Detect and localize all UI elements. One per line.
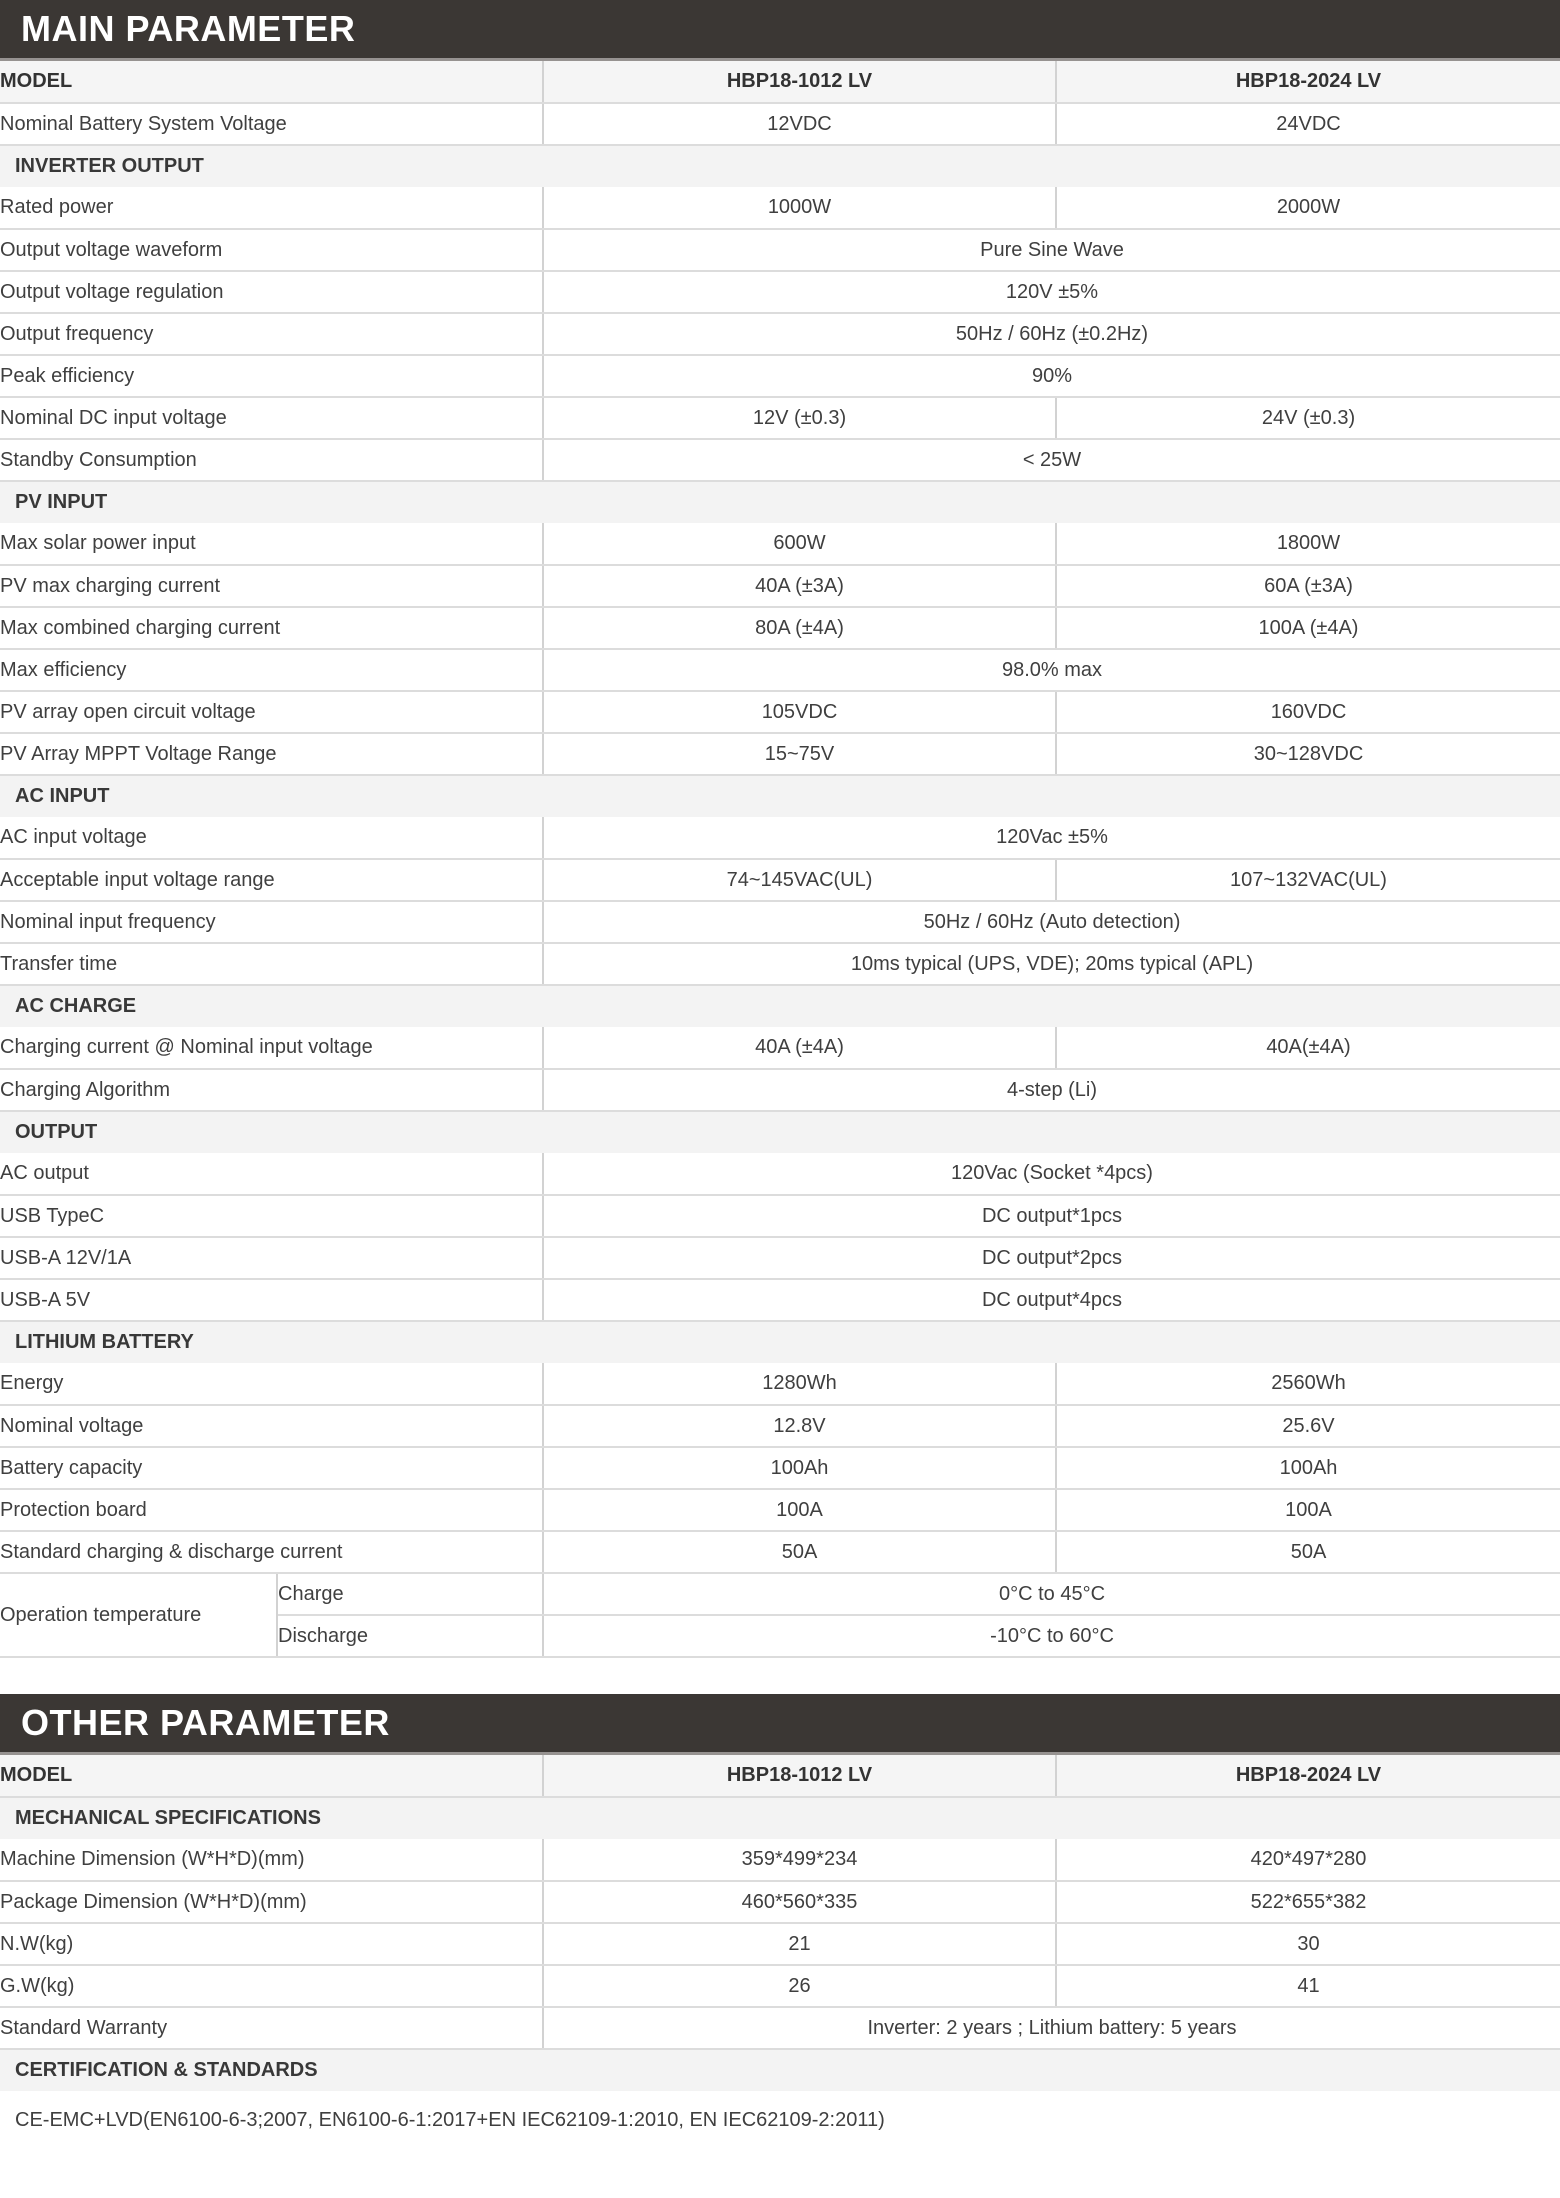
row-value-model-2: 60A (±3A) — [1056, 565, 1560, 607]
spec-row — [0, 439, 1560, 481]
row-sublabel: Discharge — [277, 1615, 543, 1657]
row-label: Charging current @ Nominal input voltage — [0, 1027, 543, 1069]
row-label: Output voltage waveform — [0, 229, 543, 271]
row-value-shared: 4-step (Li) — [543, 1069, 1560, 1111]
row-value-model-1: 12V (±0.3) — [543, 397, 1056, 439]
spec-row — [0, 1363, 1560, 1405]
main-parameter-header-bar — [0, 0, 1560, 61]
spec-row — [0, 1069, 1560, 1111]
spec-row — [0, 1237, 1560, 1279]
row-label: USB-A 12V/1A — [0, 1237, 543, 1279]
row-label: MODEL — [0, 1755, 543, 1797]
row-value-model-2: 100Ah — [1056, 1447, 1560, 1489]
row-value-model-2: 2000W — [1056, 187, 1560, 229]
row-label: Nominal input frequency — [0, 901, 543, 943]
section-header-row — [0, 985, 1560, 1027]
spec-row — [0, 523, 1560, 565]
row-label: G.W(kg) — [0, 1965, 543, 2007]
row-value-shared: 120Vac (Socket *4pcs) — [543, 1153, 1560, 1195]
main-parameter-table — [0, 61, 1560, 1658]
row-value-model-2: 30 — [1056, 1923, 1560, 1965]
row-value-model-2: 420*497*280 — [1056, 1839, 1560, 1881]
row-value-model-1: 21 — [543, 1923, 1056, 1965]
section-title: MECHANICAL SPECIFICATIONS — [0, 1797, 1560, 1839]
row-label: Package Dimension (W*H*D)(mm) — [0, 1881, 543, 1923]
row-value-shared: 90% — [543, 355, 1560, 397]
row-label: Max combined charging current — [0, 607, 543, 649]
spec-row — [0, 1531, 1560, 1573]
spec-row — [0, 1489, 1560, 1531]
section-header-row — [0, 145, 1560, 187]
row-label: Output frequency — [0, 313, 543, 355]
row-value-model-1: 12.8V — [543, 1405, 1056, 1447]
spec-row — [0, 565, 1560, 607]
spec-row — [0, 2007, 1560, 2049]
spec-row — [0, 817, 1560, 859]
section-header-row — [0, 481, 1560, 523]
row-value-shared: Inverter: 2 years ; Lithium battery: 5 years — [543, 2007, 1560, 2049]
row-value-model-1: 100Ah — [543, 1447, 1056, 1489]
row-value-model-1: 50A — [543, 1531, 1056, 1573]
spec-row — [0, 313, 1560, 355]
row-value-shared: DC output*4pcs — [543, 1279, 1560, 1321]
spec-row — [0, 1027, 1560, 1069]
main-parameter-title: MAIN PARAMETER — [21, 8, 356, 49]
row-label: Standby Consumption — [0, 439, 543, 481]
row-value-model-1: HBP18-1012 LV — [543, 61, 1056, 103]
section-title: AC CHARGE — [0, 985, 1560, 1027]
spec-row — [0, 1279, 1560, 1321]
row-value-model-1: 74~145VAC(UL) — [543, 859, 1056, 901]
spec-row — [0, 649, 1560, 691]
section-header-row — [0, 1321, 1560, 1363]
section-title: CERTIFICATION & STANDARDS — [0, 2049, 1560, 2091]
row-label: AC output — [0, 1153, 543, 1195]
row-label: MODEL — [0, 61, 543, 103]
spec-row — [0, 271, 1560, 313]
row-label: Standard charging & discharge current — [0, 1531, 543, 1573]
row-value-shared: 50Hz / 60Hz (±0.2Hz) — [543, 313, 1560, 355]
row-value-model-1: 100A — [543, 1489, 1056, 1531]
row-value-model-2: 24V (±0.3) — [1056, 397, 1560, 439]
section-spacer — [0, 1658, 1560, 1694]
certification-text-row — [0, 2091, 1560, 2149]
row-value-model-2: 24VDC — [1056, 103, 1560, 145]
spec-row — [0, 1405, 1560, 1447]
spec-row — [0, 1965, 1560, 2007]
other-parameter-header-bar — [0, 1694, 1560, 1755]
model-header-row — [0, 1755, 1560, 1797]
row-value-model-1: 600W — [543, 523, 1056, 565]
spec-row — [0, 1923, 1560, 1965]
other-parameter-table — [0, 1755, 1560, 2149]
spec-row — [0, 355, 1560, 397]
row-value-shared: Pure Sine Wave — [543, 229, 1560, 271]
row-value-model-1: 359*499*234 — [543, 1839, 1056, 1881]
row-value-model-1: 15~75V — [543, 733, 1056, 775]
spec-row — [0, 229, 1560, 271]
spec-row — [0, 1195, 1560, 1237]
row-value-shared: -10°C to 60°C — [543, 1615, 1560, 1657]
row-label: Max solar power input — [0, 523, 543, 565]
row-label: Output voltage regulation — [0, 271, 543, 313]
row-value-model-1: 105VDC — [543, 691, 1056, 733]
row-value-model-2: 100A (±4A) — [1056, 607, 1560, 649]
row-value-model-1: 1000W — [543, 187, 1056, 229]
row-value-shared: 120Vac ±5% — [543, 817, 1560, 859]
section-title: INVERTER OUTPUT — [0, 145, 1560, 187]
row-value-model-1: 1280Wh — [543, 1363, 1056, 1405]
row-value-model-2: HBP18-2024 LV — [1056, 61, 1560, 103]
spec-row — [0, 691, 1560, 733]
spec-subrow — [0, 1573, 1560, 1615]
spec-row — [0, 607, 1560, 649]
row-label: AC input voltage — [0, 817, 543, 859]
section-title: OUTPUT — [0, 1111, 1560, 1153]
row-label: Acceptable input voltage range — [0, 859, 543, 901]
row-value-model-2: 25.6V — [1056, 1405, 1560, 1447]
spec-row — [0, 397, 1560, 439]
spec-row — [0, 103, 1560, 145]
row-value-model-2: 40A(±4A) — [1056, 1027, 1560, 1069]
section-header-row — [0, 775, 1560, 817]
row-label: USB TypeC — [0, 1195, 543, 1237]
row-label: Battery capacity — [0, 1447, 543, 1489]
row-value-model-1: 80A (±4A) — [543, 607, 1056, 649]
row-label: N.W(kg) — [0, 1923, 543, 1965]
row-value-shared: 10ms typical (UPS, VDE); 20ms typical (APL) — [543, 943, 1560, 985]
row-value-model-1: HBP18-1012 LV — [543, 1755, 1056, 1797]
row-label: Machine Dimension (W*H*D)(mm) — [0, 1839, 543, 1881]
row-value-model-2: 30~128VDC — [1056, 733, 1560, 775]
spec-row — [0, 733, 1560, 775]
row-value-model-1: 40A (±4A) — [543, 1027, 1056, 1069]
spec-row — [0, 1839, 1560, 1881]
row-label: Nominal DC input voltage — [0, 397, 543, 439]
row-label: Rated power — [0, 187, 543, 229]
row-label: Max efficiency — [0, 649, 543, 691]
row-value-model-2: HBP18-2024 LV — [1056, 1755, 1560, 1797]
row-label: Peak efficiency — [0, 355, 543, 397]
spec-row — [0, 859, 1560, 901]
spec-row — [0, 1447, 1560, 1489]
row-value-model-2: 1800W — [1056, 523, 1560, 565]
row-sublabel: Charge — [277, 1573, 543, 1615]
row-label: Nominal Battery System Voltage — [0, 103, 543, 145]
certification-text: CE-EMC+LVD(EN6100-6-3;2007, EN6100-6-1:2017+EN IEC62109-1:2010, EN IEC62109-2:2011) — [0, 2091, 1560, 2149]
row-value-shared: DC output*2pcs — [543, 1237, 1560, 1279]
row-value-model-2: 522*655*382 — [1056, 1881, 1560, 1923]
row-value-shared: 120V ±5% — [543, 271, 1560, 313]
row-label: PV array open circuit voltage — [0, 691, 543, 733]
section-header-row — [0, 2049, 1560, 2091]
row-label: Energy — [0, 1363, 543, 1405]
section-title: AC INPUT — [0, 775, 1560, 817]
spec-row — [0, 943, 1560, 985]
row-value-shared: < 25W — [543, 439, 1560, 481]
row-label: PV max charging current — [0, 565, 543, 607]
row-value-model-2: 41 — [1056, 1965, 1560, 2007]
row-value-model-1: 26 — [543, 1965, 1056, 2007]
section-title: LITHIUM BATTERY — [0, 1321, 1560, 1363]
spec-row — [0, 901, 1560, 943]
spec-row — [0, 187, 1560, 229]
group-row-label: Operation temperature — [0, 1573, 277, 1657]
row-value-model-2: 107~132VAC(UL) — [1056, 859, 1560, 901]
row-label: Protection board — [0, 1489, 543, 1531]
model-header-row — [0, 61, 1560, 103]
row-value-shared: DC output*1pcs — [543, 1195, 1560, 1237]
row-value-model-2: 50A — [1056, 1531, 1560, 1573]
row-value-model-2: 2560Wh — [1056, 1363, 1560, 1405]
row-label: PV Array MPPT Voltage Range — [0, 733, 543, 775]
spec-row — [0, 1153, 1560, 1195]
section-header-row — [0, 1111, 1560, 1153]
row-value-shared: 0°C to 45°C — [543, 1573, 1560, 1615]
row-label: Standard Warranty — [0, 2007, 543, 2049]
row-value-model-2: 100A — [1056, 1489, 1560, 1531]
row-label: USB-A 5V — [0, 1279, 543, 1321]
row-label: Charging Algorithm — [0, 1069, 543, 1111]
section-title: PV INPUT — [0, 481, 1560, 523]
row-label: Transfer time — [0, 943, 543, 985]
row-value-shared: 50Hz / 60Hz (Auto detection) — [543, 901, 1560, 943]
row-label: Nominal voltage — [0, 1405, 543, 1447]
spec-row — [0, 1881, 1560, 1923]
section-header-row — [0, 1797, 1560, 1839]
other-parameter-section — [0, 1694, 1560, 2149]
row-value-model-1: 460*560*335 — [543, 1881, 1056, 1923]
row-value-model-2: 160VDC — [1056, 691, 1560, 733]
other-parameter-title: OTHER PARAMETER — [21, 1702, 390, 1743]
row-value-shared: 98.0% max — [543, 649, 1560, 691]
row-value-model-1: 12VDC — [543, 103, 1056, 145]
row-value-model-1: 40A (±3A) — [543, 565, 1056, 607]
